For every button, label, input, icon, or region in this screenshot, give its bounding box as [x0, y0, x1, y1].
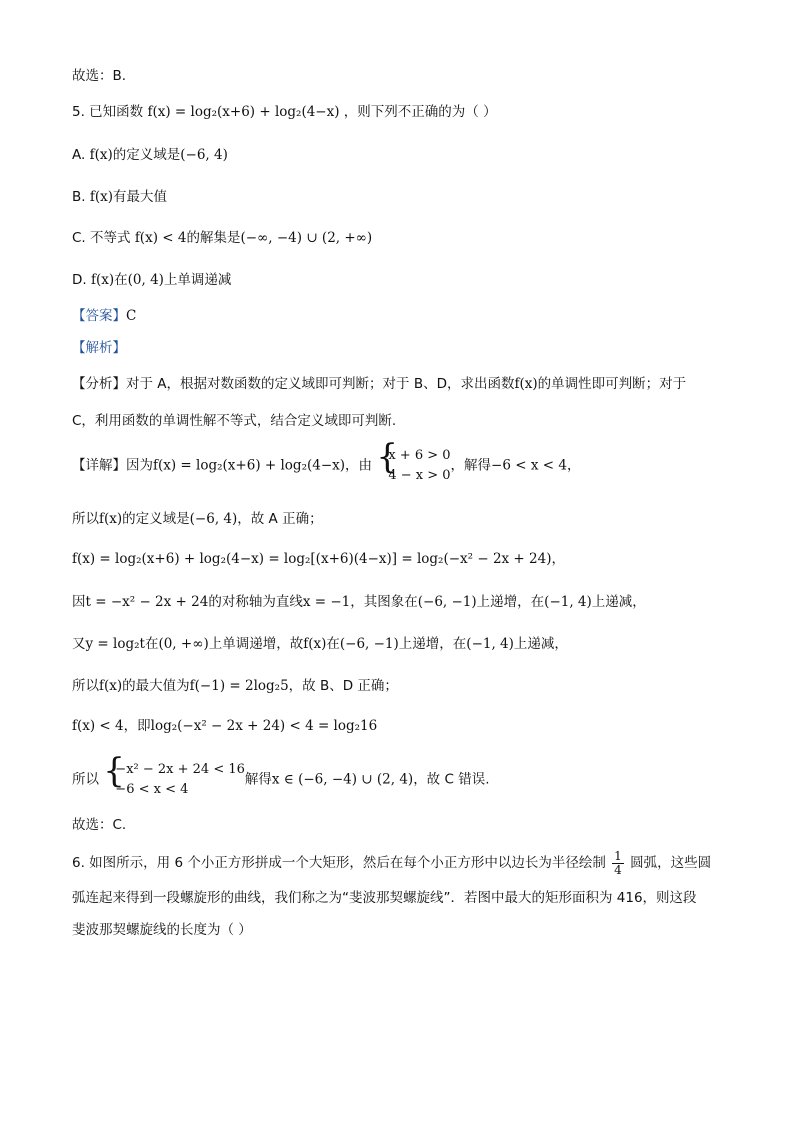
detail-line-5 — [72, 636, 568, 652]
fenxi-line1-formula: f(x) — [514, 376, 538, 392]
line4-text-c: ，其图象在 — [350, 594, 418, 610]
line5-range2: (−1, 4) — [466, 636, 514, 652]
line8-text-b: 解得 — [244, 771, 272, 788]
detail-line1-text-a: 因为 — [126, 457, 153, 474]
line5-text-f: 上递减， — [513, 636, 568, 652]
option-b-label: B. — [72, 189, 86, 205]
option-d-text: 在 — [114, 272, 128, 288]
detail-line-3 — [72, 551, 565, 567]
detail-line1-text-d: ， — [566, 457, 581, 474]
fenxi-line1-text-b: 的单调性即可判断；对于 — [537, 376, 687, 392]
line5-text-b: 在 — [144, 636, 159, 652]
line2-formula: f(x) — [99, 511, 123, 527]
option-b-formula: f(x) — [89, 189, 114, 205]
line4-formula: t = −x² − 2x + 24 — [85, 594, 209, 610]
option-a-range: (−6, 4) — [180, 147, 228, 163]
option-c-formula: f(x) < 4 — [134, 230, 187, 246]
frac-denominator: 4 — [614, 863, 622, 877]
line6-fx: f(x) — [99, 678, 123, 694]
fenxi-tag: 【分析】 — [72, 376, 126, 392]
fenxi-line1-text-a: 对于 A，根据对数函数的定义域即可判断；对于 B、D，求出函数 — [126, 376, 515, 392]
line7-formula2: log₂(−x² − 2x + 24) < 4 = log₂16 — [150, 718, 378, 734]
prev-answer: 故选：B. — [72, 68, 127, 84]
brace-icon: { — [103, 751, 125, 791]
line8-text-c: ，故 C 错误. — [413, 771, 490, 788]
option-c-text: 的解集是 — [186, 230, 241, 246]
line5-range1: (−6, −1) — [339, 636, 399, 652]
line5-formula: y = log₂t — [85, 636, 145, 652]
option-a-text: 的定义域是 — [112, 147, 181, 163]
detail-tag: 【详解】 — [72, 457, 126, 474]
detail-line1-text-b: ，由 — [345, 457, 373, 474]
line6-formula: f(−1) = 2log₂5 — [189, 678, 289, 694]
fenxi-line-2: C，利用函数的单调性解不等式，结合定义域即可判断. — [72, 413, 397, 429]
question-6-line-2: 弧连起来得到一段螺旋形的曲线，我们称之为“斐波那契螺旋线”．若图中最大的矩形面积为 416，则这段 — [72, 890, 697, 906]
system1-row2: 4 − x > 0 — [388, 468, 451, 483]
detail-line-7 — [72, 718, 377, 734]
line4-text-a: 因 — [72, 594, 86, 610]
fraction-one-quarter — [612, 850, 624, 877]
option-c — [72, 230, 372, 246]
line2-text-c: ，故 A 正确； — [237, 511, 323, 527]
detail-line-1 — [72, 437, 581, 486]
line4-range2: (−1, 4) — [544, 594, 592, 610]
option-d-suffix: 上单调递减 — [163, 272, 232, 288]
question-6-line-1 — [72, 850, 711, 877]
system1-row1: x + 6 > 0 — [388, 448, 451, 463]
line8-text-a: 所以 — [72, 771, 99, 788]
detail-line-8 — [72, 751, 490, 800]
option-d-range: (0, 4) — [127, 272, 164, 288]
inequality-system-2 — [103, 751, 245, 800]
option-d-label: D. — [72, 272, 87, 288]
detail-line1-result: −6 < x < 4 — [491, 457, 567, 474]
q5-question-text: ，则下列不正确的为（ ） — [343, 104, 497, 120]
system2-row1: −x² − 2x + 24 < 16 — [115, 762, 245, 777]
detail-line1-formula: f(x) = log₂(x+6) + log₂(4−x) — [153, 457, 346, 474]
line5-text-a: 又 — [72, 636, 86, 652]
inequality-system-1 — [376, 437, 451, 486]
q6-line1-text-b: 圆弧，这些圆 — [630, 855, 712, 871]
answer-tag: 【答案】 — [72, 308, 126, 324]
answer-line — [72, 308, 136, 324]
line6-text-b: 的最大值为 — [122, 678, 190, 694]
line3-end: ， — [551, 551, 565, 567]
frac-numerator: 1 — [614, 849, 622, 863]
option-a-label: A. — [72, 147, 86, 163]
line6-text-c: ，故 B、D 正确； — [288, 678, 398, 694]
option-b — [72, 189, 167, 205]
detail-line1-text-c: ，解得 — [450, 457, 492, 474]
answer-value: C — [126, 308, 137, 324]
line8-formula: x ∈ (−6, −4) ∪ (2, 4) — [271, 771, 414, 788]
line3-formula: f(x) = log₂(x+6) + log₂(4−x) = log₂[(x+6)(4−x)] = log₂(−x² − 2x + 24) — [72, 551, 552, 567]
detail-line-2 — [72, 511, 323, 527]
option-a-formula: f(x) — [89, 147, 113, 163]
line5-text-d: 在 — [326, 636, 340, 652]
line6-text-a: 所以 — [72, 678, 99, 694]
line4-text-b: 的对称轴为直线 — [208, 594, 303, 610]
option-d-formula: f(x) — [90, 272, 115, 288]
line2-text-a: 所以 — [72, 511, 99, 527]
line4-range1: (−6, −1) — [417, 594, 477, 610]
line2-range: (−6, 4) — [189, 511, 238, 527]
line4-text-e: 上递减， — [591, 594, 646, 610]
line5-text-c: 上单调递增，故 — [208, 636, 304, 652]
q5-number: 5. 已知函数 — [72, 104, 144, 120]
line4-text-d: 上递增，在 — [476, 594, 545, 610]
detail-line-6 — [72, 678, 398, 694]
fenxi-line-1 — [72, 376, 686, 392]
question-5-stem — [72, 104, 497, 120]
option-a — [72, 147, 228, 163]
line7-formula: f(x) < 4 — [72, 718, 124, 734]
question-6-line-3: 斐波那契螺旋线的长度为（ ） — [72, 922, 252, 938]
line4-axis: x = −1 — [302, 594, 351, 610]
q5-conclusion: 故选：C. — [72, 817, 127, 833]
line2-text-b: 的定义域是 — [122, 511, 190, 527]
option-d — [72, 272, 231, 288]
option-c-label: C. 不等式 — [72, 230, 131, 246]
option-c-range: (−∞, −4) ∪ (2, +∞) — [240, 230, 373, 246]
q6-line1-text-a: 6. 如图所示，用 6 个小正方形拼成一个大矩形，然后在每个小正方形中以边长为半径绘制 — [72, 855, 606, 871]
q5-function: f(x) = log₂(x+6) + log₂(4−x) — [147, 104, 340, 120]
analysis-heading — [72, 340, 126, 356]
brace-icon: { — [376, 437, 398, 477]
line5-range0: (0, +∞) — [158, 636, 209, 652]
line7-text-a: ，即 — [123, 718, 151, 734]
line5-fx: f(x) — [303, 636, 327, 652]
option-b-text: 有最大值 — [113, 189, 168, 205]
detail-line-4 — [72, 594, 646, 610]
system2-row2: −6 < x < 4 — [115, 782, 189, 797]
line5-text-e: 上递增，在 — [398, 636, 467, 652]
analysis-tag: 【解析】 — [72, 340, 126, 356]
